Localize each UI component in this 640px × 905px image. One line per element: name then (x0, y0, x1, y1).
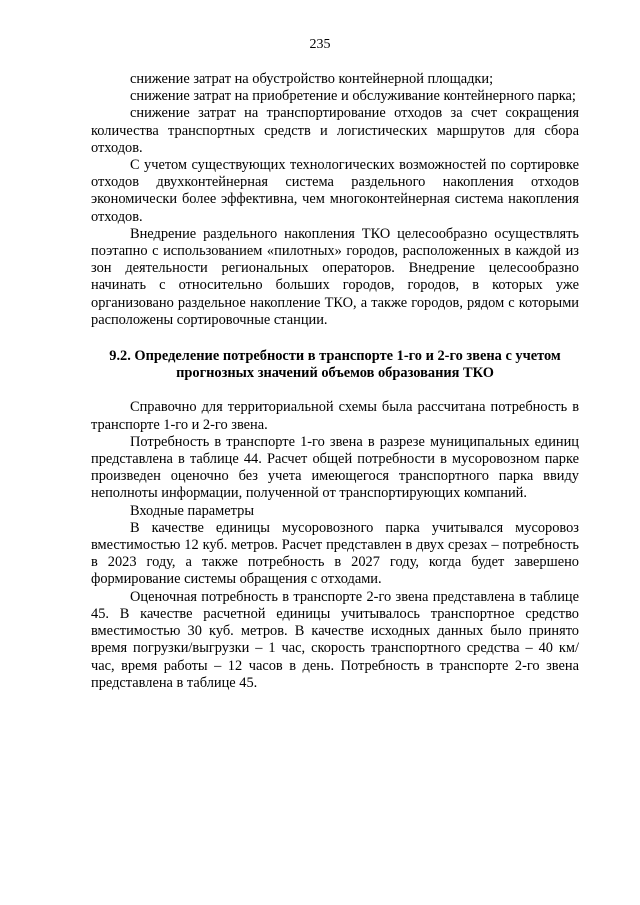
page-number: 235 (309, 37, 331, 52)
paragraph-reference-calc: Справочно для территориальной схемы была рассчитана потребность в транспорте 1-го и 2-го звена. (91, 399, 579, 433)
paragraph-first-tier-need: Потребность в транспорте 1-го звена в разрезе муниципальных единиц представлена в таблице 44. Расчет общей потребности в мусоровозном парке произведен оценочно без учета имеющегося транспортного парка ввиду неполноты информации, полученной от транспортирующих компаний. (91, 433, 579, 502)
paragraph-container-costs: снижение затрат на обустройство контейнерной площадки; (130, 71, 494, 87)
paragraph-two-container-system: С учетом существующих технологических возможностей по сортировке отходов двухконтейнерная система раздельного накопления отходов экономически более эффективна, чем многоконтейнерная система накопления отходов. (91, 157, 579, 225)
paragraph-input-parameters: Входные параметры (130, 502, 255, 519)
paragraph-second-tier-need: Оценочная потребность в транспорте 2-го звена представлена в таблице 45. В качестве расчетной единицы учитывалось транспортное средство вместимостью 30 куб. метров. В качестве исходных данных было принято время погрузки/выгрузки – 1 час, скорость транспортного средства – 40 км/час, время работы – 12 часов в день. Потребность в транспорте 2-го звена представлена в таблице 45. (91, 588, 579, 691)
paragraph-transport-costs: снижение затрат на транспортирование отходов за счет сокращения количества транспортных средств и логистических маршрутов для сбора отходов. (91, 105, 579, 156)
document-body (91, 71, 579, 692)
paragraph-pilot-cities: Внедрение раздельного накопления ТКО целесообразно осуществлять поэтапно с использованием «пилотных» городов, расположенных в каждой из зон деятельности региональных операторов. Внедрение целесообразно начинать с относительно больших городов, городов, в которых уже организовано раздельное накопление ТКО, а также городов, рядом с которыми расположены сортировочные станции. (91, 225, 579, 328)
section-heading: 9.2. Определение потребности в транспорте 1-го и 2-го звена с учетом прогнозных значений объемов образования ТКО (109, 348, 561, 382)
paragraph-garbage-truck-unit: В качестве единицы мусоровозного парка учитывался мусоровоз вместимостью 12 куб. метров. Расчет представлен в двух срезах – потребность в 2023 году, а также потребность в 2027 году, когда будет завершено формирование системы обращения с отходами. (91, 519, 579, 588)
paragraph-fleet-costs: снижение затрат на приобретение и обслуживание контейнерного парка; (130, 88, 576, 105)
